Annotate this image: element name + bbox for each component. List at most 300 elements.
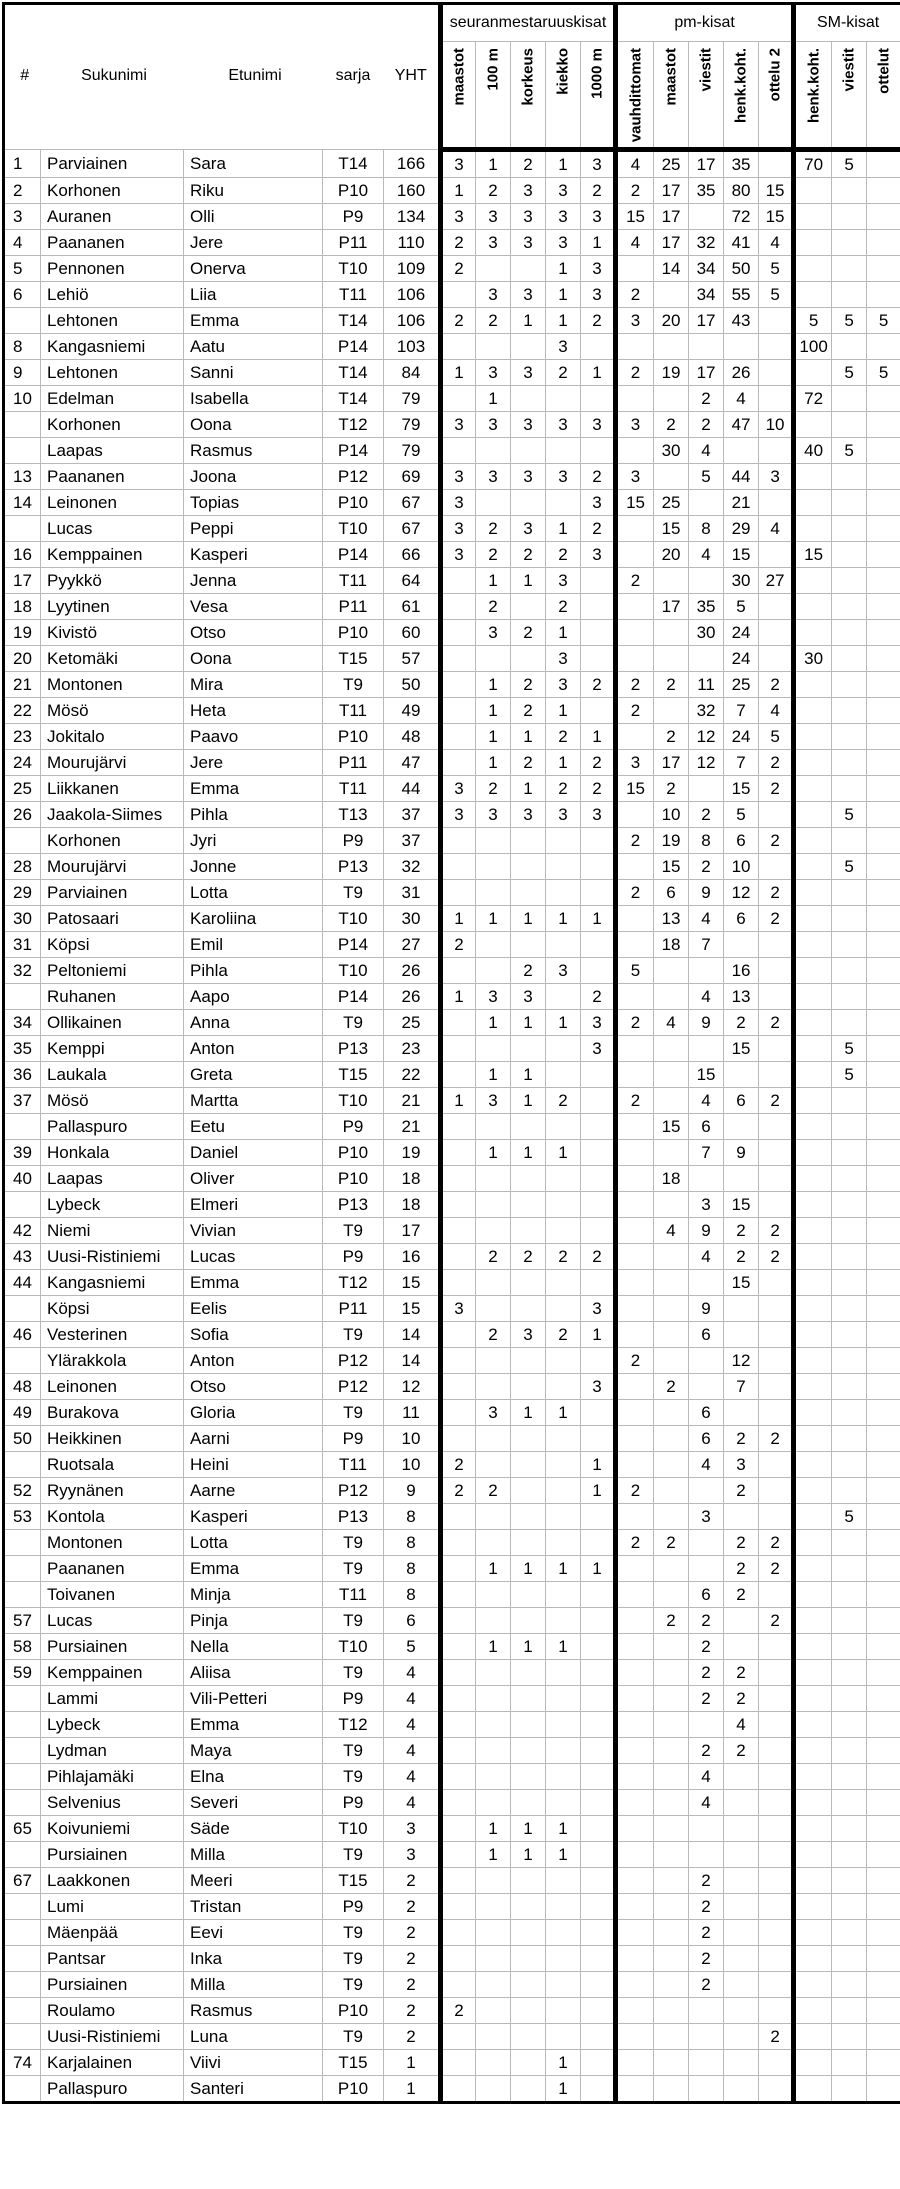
event-points-cell [724, 1972, 759, 1998]
event-points-cell [616, 1920, 654, 1946]
event-points-cell [794, 1270, 832, 1296]
event-points-cell: 34 [689, 256, 724, 282]
surname-cell: Ollikainen [41, 1010, 184, 1036]
event-points-cell: 3 [441, 542, 476, 568]
total-cell: 17 [384, 1218, 441, 1244]
event-points-cell: 5 [724, 594, 759, 620]
event-points-cell [511, 932, 546, 958]
firstname-cell: Isabella [184, 386, 323, 412]
event-points-cell: 2 [511, 958, 546, 984]
event-points-cell [867, 1244, 900, 1270]
event-points-cell [759, 594, 794, 620]
total-cell: 27 [384, 932, 441, 958]
event-points-cell [794, 1400, 832, 1426]
firstname-cell: Karoliina [184, 906, 323, 932]
surname-cell: Mösö [41, 698, 184, 724]
rank-cell: 32 [4, 958, 41, 984]
col-header-event [724, 42, 759, 150]
event-points-cell [832, 646, 867, 672]
event-points-cell [867, 1738, 900, 1764]
event-points-cell [794, 1972, 832, 1998]
event-points-cell [546, 880, 581, 906]
event-points-cell [832, 1998, 867, 2024]
event-points-cell [867, 490, 900, 516]
sarja-cell: P13 [323, 1192, 384, 1218]
event-points-cell [546, 1374, 581, 1400]
event-points-cell [476, 2050, 511, 2076]
table-row [4, 724, 900, 750]
surname-cell: Köpsi [41, 932, 184, 958]
event-points-cell: 13 [654, 906, 689, 932]
event-points-cell: 1 [476, 1634, 511, 1660]
event-points-cell [832, 1660, 867, 1686]
table-row [4, 438, 900, 464]
table-row [4, 1296, 900, 1322]
event-points-cell [689, 1036, 724, 1062]
event-points-cell [476, 2076, 511, 2103]
event-points-cell: 15 [616, 776, 654, 802]
event-points-cell: 5 [832, 150, 867, 178]
table-row [4, 412, 900, 438]
surname-cell: Vesterinen [41, 1322, 184, 1348]
event-points-cell [867, 802, 900, 828]
event-points-cell [616, 1400, 654, 1426]
total-cell: 66 [384, 542, 441, 568]
rank-cell: 25 [4, 776, 41, 802]
event-points-cell [654, 1348, 689, 1374]
event-points-cell [794, 1556, 832, 1582]
firstname-cell: Milla [184, 1972, 323, 1998]
event-points-cell [867, 1062, 900, 1088]
event-points-cell: 2 [546, 1088, 581, 1114]
event-points-cell [794, 1868, 832, 1894]
event-points-cell [794, 698, 832, 724]
total-cell: 4 [384, 1712, 441, 1738]
event-points-cell: 21 [724, 490, 759, 516]
rank-cell [4, 1712, 41, 1738]
table-row [4, 958, 900, 984]
event-points-cell: 55 [724, 282, 759, 308]
rank-cell: 46 [4, 1322, 41, 1348]
event-points-cell [581, 1920, 616, 1946]
event-points-cell [689, 1530, 724, 1556]
event-points-cell [794, 1946, 832, 1972]
rank-cell: 16 [4, 542, 41, 568]
event-points-cell [794, 906, 832, 932]
rank-cell [4, 984, 41, 1010]
table-row [4, 750, 900, 776]
total-cell: 3 [384, 1842, 441, 1868]
event-points-cell: 5 [616, 958, 654, 984]
event-points-cell: 1 [441, 984, 476, 1010]
event-points-cell [832, 386, 867, 412]
table-row [4, 594, 900, 620]
event-points-cell: 30 [724, 568, 759, 594]
event-points-cell: 100 [794, 334, 832, 360]
total-cell: 64 [384, 568, 441, 594]
event-points-cell [511, 828, 546, 854]
event-points-cell: 2 [689, 412, 724, 438]
surname-cell: Köpsi [41, 1296, 184, 1322]
rank-cell [4, 438, 41, 464]
firstname-cell: Olli [184, 204, 323, 230]
event-points-cell [546, 1192, 581, 1218]
event-points-cell: 5 [832, 438, 867, 464]
event-points-cell: 80 [724, 178, 759, 204]
event-points-cell: 3 [581, 1010, 616, 1036]
sarja-cell: P12 [323, 464, 384, 490]
total-cell: 4 [384, 1738, 441, 1764]
event-points-cell [832, 1920, 867, 1946]
event-points-cell [616, 1972, 654, 1998]
total-cell: 106 [384, 308, 441, 334]
event-points-cell: 1 [511, 906, 546, 932]
event-points-cell: 15 [724, 1036, 759, 1062]
event-points-cell [724, 1868, 759, 1894]
event-points-cell [476, 256, 511, 282]
sarja-cell: T9 [323, 1660, 384, 1686]
event-points-cell [654, 1426, 689, 1452]
event-points-cell: 15 [724, 1270, 759, 1296]
event-points-cell [616, 932, 654, 958]
event-points-cell [511, 1374, 546, 1400]
event-points-cell: 8 [689, 828, 724, 854]
total-cell: 21 [384, 1114, 441, 1140]
surname-cell: Burakova [41, 1400, 184, 1426]
event-points-cell [654, 1270, 689, 1296]
event-points-cell: 32 [689, 698, 724, 724]
firstname-cell: Riku [184, 178, 323, 204]
rank-cell [4, 1946, 41, 1972]
event-points-cell: 2 [581, 672, 616, 698]
event-points-cell: 2 [546, 594, 581, 620]
event-points-cell [794, 568, 832, 594]
event-points-cell: 3 [511, 282, 546, 308]
event-points-cell [832, 672, 867, 698]
event-points-cell: 1 [546, 620, 581, 646]
rank-cell: 14 [4, 490, 41, 516]
event-points-cell [511, 1920, 546, 1946]
event-points-cell [511, 1608, 546, 1634]
firstname-cell: Oona [184, 412, 323, 438]
firstname-cell: Emma [184, 776, 323, 802]
sarja-cell: T9 [323, 1972, 384, 1998]
event-points-cell [832, 204, 867, 230]
event-points-cell [867, 1426, 900, 1452]
sarja-cell: T9 [323, 880, 384, 906]
event-points-cell [546, 1582, 581, 1608]
event-points-cell [441, 2024, 476, 2050]
firstname-cell: Peppi [184, 516, 323, 542]
event-points-cell [441, 1036, 476, 1062]
rank-cell [4, 1738, 41, 1764]
event-points-cell [616, 620, 654, 646]
event-points-cell [616, 802, 654, 828]
event-points-cell [616, 646, 654, 672]
sarja-cell: T12 [323, 1712, 384, 1738]
event-points-cell: 2 [724, 1582, 759, 1608]
event-points-cell: 2 [759, 1556, 794, 1582]
event-points-cell: 25 [654, 150, 689, 178]
event-points-cell [616, 594, 654, 620]
event-points-cell [476, 1764, 511, 1790]
surname-cell: Jaakola-Siimes [41, 802, 184, 828]
event-points-cell: 2 [476, 1244, 511, 1270]
event-points-cell [441, 1920, 476, 1946]
event-points-cell [546, 1478, 581, 1504]
event-points-cell [476, 1374, 511, 1400]
event-points-cell [759, 1660, 794, 1686]
table-row [4, 568, 900, 594]
event-points-cell: 4 [759, 698, 794, 724]
firstname-cell: Oona [184, 646, 323, 672]
event-points-cell [832, 1426, 867, 1452]
table-row [4, 1244, 900, 1270]
event-points-cell [546, 2024, 581, 2050]
firstname-cell: Lotta [184, 880, 323, 906]
event-points-cell: 2 [616, 1088, 654, 1114]
total-cell: 106 [384, 282, 441, 308]
total-cell: 8 [384, 1504, 441, 1530]
table-row [4, 776, 900, 802]
event-points-cell: 12 [689, 750, 724, 776]
event-points-cell [441, 1764, 476, 1790]
event-points-cell: 6 [724, 828, 759, 854]
total-cell: 15 [384, 1296, 441, 1322]
event-points-cell: 2 [616, 698, 654, 724]
surname-cell: Peltoniemi [41, 958, 184, 984]
event-points-cell [546, 854, 581, 880]
event-points-cell: 2 [476, 516, 511, 542]
table-row [4, 1192, 900, 1218]
event-points-cell: 2 [759, 2024, 794, 2050]
event-points-cell: 3 [759, 464, 794, 490]
rank-cell: 34 [4, 1010, 41, 1036]
event-points-cell [581, 1192, 616, 1218]
event-points-cell [511, 1790, 546, 1816]
event-points-cell [759, 1920, 794, 1946]
event-points-cell [441, 2076, 476, 2103]
surname-cell: Paananen [41, 1556, 184, 1582]
event-points-cell [867, 1712, 900, 1738]
event-points-cell [794, 516, 832, 542]
event-points-cell: 1 [476, 698, 511, 724]
event-points-cell [867, 1634, 900, 1660]
event-points-cell [546, 1036, 581, 1062]
col-header-event-label: 1000 m [588, 48, 606, 99]
event-points-cell: 17 [689, 150, 724, 178]
table-row [4, 880, 900, 906]
rank-cell: 52 [4, 1478, 41, 1504]
event-points-cell [867, 1998, 900, 2024]
event-points-cell [724, 1062, 759, 1088]
event-points-cell [546, 1530, 581, 1556]
rank-cell [4, 1920, 41, 1946]
event-points-cell [654, 1296, 689, 1322]
firstname-cell: Jonne [184, 854, 323, 880]
event-points-cell [616, 2050, 654, 2076]
sarja-cell: P9 [323, 1686, 384, 1712]
event-points-cell [867, 828, 900, 854]
event-points-cell: 2 [546, 360, 581, 386]
event-points-cell [441, 1244, 476, 1270]
total-cell: 8 [384, 1582, 441, 1608]
surname-cell: Mourujärvi [41, 854, 184, 880]
total-cell: 32 [384, 854, 441, 880]
table-row [4, 1790, 900, 1816]
event-points-cell: 2 [689, 1608, 724, 1634]
event-points-cell: 1 [511, 568, 546, 594]
event-points-cell: 2 [581, 984, 616, 1010]
surname-cell: Kangasniemi [41, 334, 184, 360]
event-points-cell [689, 1348, 724, 1374]
event-points-cell: 2 [616, 568, 654, 594]
event-points-cell [441, 1894, 476, 1920]
event-points-cell: 2 [441, 308, 476, 334]
firstname-cell: Kasperi [184, 542, 323, 568]
rank-cell: 6 [4, 282, 41, 308]
event-points-cell [654, 282, 689, 308]
event-points-cell: 2 [616, 1478, 654, 1504]
firstname-cell: Anna [184, 1010, 323, 1036]
event-points-cell: 2 [689, 802, 724, 828]
event-points-cell: 2 [441, 256, 476, 282]
surname-cell: Leinonen [41, 490, 184, 516]
surname-cell: Laapas [41, 438, 184, 464]
event-points-cell [581, 1400, 616, 1426]
event-points-cell [616, 1790, 654, 1816]
event-points-cell: 17 [689, 308, 724, 334]
event-points-cell [476, 2024, 511, 2050]
event-points-cell [441, 1140, 476, 1166]
col-header-event [476, 42, 511, 150]
event-points-cell [832, 1842, 867, 1868]
event-points-cell [581, 1504, 616, 1530]
event-points-cell: 2 [616, 178, 654, 204]
event-points-cell [616, 1166, 654, 1192]
col-header-event [867, 42, 900, 150]
total-cell: 4 [384, 1660, 441, 1686]
event-points-cell [724, 1322, 759, 1348]
total-cell: 21 [384, 1088, 441, 1114]
event-points-cell [546, 1608, 581, 1634]
event-points-cell [759, 1296, 794, 1322]
event-points-cell: 3 [511, 984, 546, 1010]
total-cell: 160 [384, 178, 441, 204]
event-points-cell: 2 [759, 1218, 794, 1244]
firstname-cell: Emma [184, 308, 323, 334]
group-header-pm: pm-kisat [616, 4, 794, 42]
event-points-cell [581, 2076, 616, 2103]
event-points-cell: 1 [476, 568, 511, 594]
rank-cell: 39 [4, 1140, 41, 1166]
event-points-cell [654, 646, 689, 672]
event-points-cell [867, 1296, 900, 1322]
event-points-cell [476, 1686, 511, 1712]
col-header-event-label: kiekko [554, 48, 572, 95]
event-points-cell [616, 2076, 654, 2103]
event-points-cell: 2 [689, 1946, 724, 1972]
col-header-event-label: viestit [840, 48, 858, 92]
event-points-cell: 3 [616, 412, 654, 438]
event-points-cell [511, 1036, 546, 1062]
table-row [4, 932, 900, 958]
event-points-cell: 2 [511, 750, 546, 776]
event-points-cell [867, 672, 900, 698]
sarja-cell: P14 [323, 334, 384, 360]
firstname-cell: Jyri [184, 828, 323, 854]
event-points-cell [546, 1712, 581, 1738]
event-points-cell: 1 [581, 1322, 616, 1348]
event-points-cell [441, 1686, 476, 1712]
table-row [4, 464, 900, 490]
event-points-cell [832, 1374, 867, 1400]
table-row [4, 1478, 900, 1504]
event-points-cell [867, 386, 900, 412]
event-points-cell [616, 1946, 654, 1972]
table-row [4, 1530, 900, 1556]
event-points-cell [546, 386, 581, 412]
event-points-cell [441, 594, 476, 620]
event-points-cell [616, 438, 654, 464]
firstname-cell: Anton [184, 1036, 323, 1062]
event-points-cell: 24 [724, 646, 759, 672]
event-points-cell [581, 1868, 616, 1894]
firstname-cell: Martta [184, 1088, 323, 1114]
event-points-cell [794, 1140, 832, 1166]
table-row [4, 698, 900, 724]
event-points-cell [511, 1348, 546, 1374]
event-points-cell [724, 2050, 759, 2076]
event-points-cell: 1 [511, 1010, 546, 1036]
event-points-cell: 5 [832, 360, 867, 386]
event-points-cell [441, 282, 476, 308]
event-points-cell [546, 1348, 581, 1374]
table-row [4, 620, 900, 646]
event-points-cell [832, 1764, 867, 1790]
event-points-cell [441, 1062, 476, 1088]
event-points-cell [794, 1608, 832, 1634]
sarja-cell: T14 [323, 360, 384, 386]
event-points-cell [546, 1452, 581, 1478]
event-points-cell [794, 1842, 832, 1868]
rank-cell [4, 1452, 41, 1478]
event-points-cell: 15 [616, 490, 654, 516]
event-points-cell: 1 [546, 1634, 581, 1660]
event-points-cell [511, 1530, 546, 1556]
event-points-cell [832, 1010, 867, 1036]
firstname-cell: Jere [184, 750, 323, 776]
event-points-cell [581, 1270, 616, 1296]
event-points-cell [759, 620, 794, 646]
event-points-cell [511, 646, 546, 672]
event-points-cell [867, 854, 900, 880]
surname-cell: Laakkonen [41, 1868, 184, 1894]
event-points-cell [616, 1322, 654, 1348]
event-points-cell: 26 [724, 360, 759, 386]
event-points-cell: 1 [476, 672, 511, 698]
event-points-cell: 4 [616, 230, 654, 256]
event-points-cell [794, 2024, 832, 2050]
surname-cell: Heikkinen [41, 1426, 184, 1452]
sarja-cell: T11 [323, 776, 384, 802]
firstname-cell: Daniel [184, 1140, 323, 1166]
rank-cell: 48 [4, 1374, 41, 1400]
sarja-cell: T11 [323, 568, 384, 594]
event-points-cell [794, 1738, 832, 1764]
event-points-cell [616, 1374, 654, 1400]
event-points-cell [867, 776, 900, 802]
